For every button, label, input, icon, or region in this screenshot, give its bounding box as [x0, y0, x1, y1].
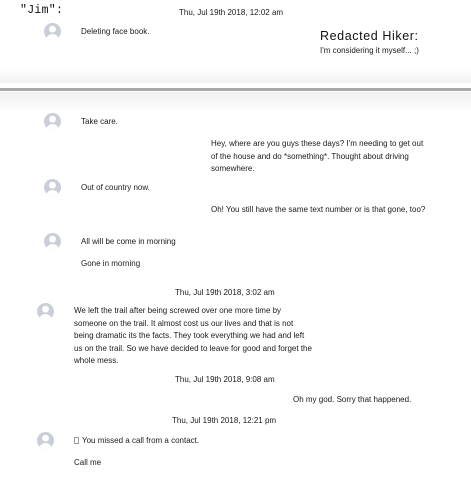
avatar — [37, 303, 54, 320]
timestamp: Thu, Jul 19th 2018, 12:21 pm — [172, 416, 277, 425]
person-silhouette-icon — [44, 23, 61, 40]
avatar — [44, 233, 61, 250]
avatar — [44, 179, 61, 196]
timestamp: Thu, Jul 19th 2018, 3:02 am — [175, 288, 275, 297]
avatar — [44, 113, 61, 130]
timestamp: Thu, Jul 19th 2018, 9:08 am — [175, 375, 275, 384]
person-silhouette-icon — [37, 303, 54, 320]
avatar — [44, 23, 61, 40]
message-text: We left the trail after being screwed over one more time by someone on the trail. It almost cost us our lives and that is not being dramatic its the facts. They took everything we had and left us on the trail. So we have decided to leave for good and forget the whole mess. — [74, 306, 312, 365]
message-text: Gone in morning — [81, 259, 141, 268]
message-text: Deleting face book. — [81, 27, 150, 36]
missed-call-message — [74, 435, 199, 448]
message-text: Take care. — [81, 117, 118, 126]
left-participant-name: "Jim": — [20, 4, 64, 17]
header-timestamp: Thu, Jul 19th 2018, 12:02 am — [179, 8, 284, 17]
message-text: All will be come in morning — [81, 237, 176, 246]
message-text: Oh my god. Sorry that happened. — [293, 395, 412, 404]
message-text: Hey, where are you guys these days? I'm needing to get out of the house and do *something*. Thought about driving somewhere. — [211, 139, 424, 173]
message-text: Call me — [74, 458, 102, 467]
unknown-glyph-box — [74, 437, 79, 444]
avatar — [37, 432, 54, 449]
message-text: You missed a call from a contact. — [82, 436, 200, 445]
message-text: Out of country now. — [81, 183, 150, 192]
person-silhouette-icon — [44, 113, 61, 130]
person-silhouette-icon — [44, 179, 61, 196]
message-text: I'm considering it myself... ;) — [320, 46, 419, 55]
divider-shadow — [0, 92, 471, 112]
person-silhouette-icon — [37, 432, 54, 449]
section-divider — [0, 88, 471, 91]
person-silhouette-icon — [44, 233, 61, 250]
right-participant-name: Redacted Hiker: — [320, 29, 419, 43]
message-text: Oh! You still have the same text number or is that gone, too? — [211, 205, 426, 214]
